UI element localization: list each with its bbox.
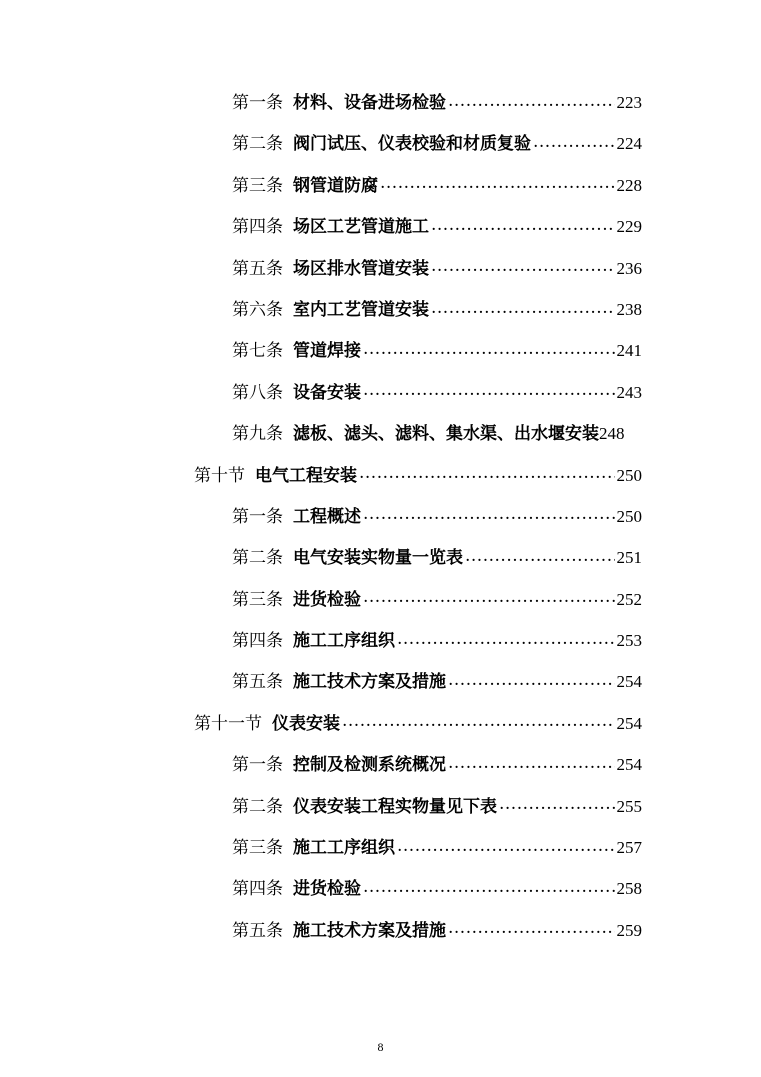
toc-entry-page: 257 [616,838,642,858]
dot-leader [363,339,615,356]
dot-leader [448,919,615,936]
toc-entry-number: 第三条 [232,838,283,859]
toc-entry-page: 241 [616,341,642,361]
toc-entry-title: 进货检验 [293,589,361,610]
toc-entry-page: 236 [616,258,642,278]
toc-entry[interactable] [0,585,642,626]
toc-entry-page: 254 [616,672,642,692]
toc-entry-number: 第四条 [232,217,283,238]
toc-entry-page: 238 [616,299,642,319]
toc-entry[interactable] [0,916,642,957]
toc-entry-title: 电气安装实物量一览表 [293,548,463,569]
toc-entry[interactable] [0,667,642,708]
toc-entry-title: 施工技术方案及措施 [293,920,446,941]
toc-entry-title: 进货检验 [293,879,361,900]
toc-entry-number: 第五条 [232,258,283,279]
toc-entry-title: 电气工程安装 [255,465,357,486]
toc-entry[interactable] [0,750,642,791]
dot-leader [431,257,615,274]
toc-entry-number: 第三条 [232,175,283,196]
dot-leader [380,174,615,191]
dot-leader [342,712,615,729]
dot-leader [363,588,615,605]
toc-entry-number: 第四条 [232,631,283,652]
toc-entry-title: 设备安装 [293,382,361,403]
toc-entry-page: 250 [616,465,642,485]
toc-entry-page: 228 [616,175,642,195]
toc-entry[interactable] [0,129,642,170]
dot-leader [448,670,615,687]
toc-entry[interactable] [0,378,642,419]
toc-entry[interactable] [0,419,642,460]
toc-entry-page: 251 [616,548,642,568]
dot-leader [465,546,615,563]
toc-entry[interactable] [0,502,642,543]
toc-entry-number: 第六条 [232,299,283,320]
toc-entry-title: 管道焊接 [293,341,361,362]
toc-entry[interactable] [0,543,642,584]
dot-leader [448,91,615,108]
toc-section-entry[interactable] [0,709,642,750]
toc-entry-number: 第五条 [232,672,283,693]
toc-entry-title: 室内工艺管道安装 [293,299,429,320]
dot-leader [363,505,615,522]
dot-leader [363,381,615,398]
toc-entry-number: 第一条 [232,506,283,527]
toc-entry[interactable] [0,295,642,336]
toc-entry-number: 第五条 [232,920,283,941]
toc-entry-title: 施工工序组织 [293,838,395,859]
toc-entry[interactable] [0,212,642,253]
toc-entry-page: 254 [616,755,642,775]
toc-entry[interactable] [0,88,642,129]
toc-entry-number: 第九条 [232,424,283,445]
toc-entry-title: 材料、设备进场检验 [293,93,446,113]
dot-leader [448,753,615,770]
dot-leader [359,464,615,481]
dot-leader [397,836,615,853]
toc-entry[interactable] [0,171,642,212]
toc-entry[interactable] [0,336,642,377]
toc-entry-page: 224 [616,134,642,154]
toc-entry-page: 243 [616,382,642,402]
toc-entry-page: 229 [616,217,642,237]
toc-entry[interactable] [0,792,642,833]
toc-entry[interactable] [0,833,642,874]
dot-leader [363,877,615,894]
toc-entry-page: 223 [616,93,642,112]
toc-entry-title: 仪表安装 [272,713,340,734]
toc-entry-title: 钢管道防腐 [293,175,378,196]
toc-entry-title: 施工技术方案及措施 [293,672,446,693]
toc-entry-page: 258 [616,879,642,899]
toc-entry-page: 252 [616,589,642,609]
toc-entry-page: 254 [616,713,642,733]
toc-section-entry[interactable] [0,461,642,502]
toc-entry-title: 场区排水管道安装 [293,258,429,279]
toc-entry-page: 255 [616,796,642,816]
toc-entry[interactable] [0,874,642,915]
dot-leader [533,132,615,149]
toc-entry-title: 阀门试压、仪表校验和材质复验 [293,134,531,155]
toc-entry-page: 253 [616,631,642,651]
dot-leader [499,795,615,812]
toc-entry-page: 248 [599,424,625,444]
table-of-contents [0,88,761,957]
dot-leader [431,215,615,232]
toc-entry-number: 第七条 [232,341,283,362]
toc-entry-page: 250 [616,506,642,526]
dot-leader [397,629,615,646]
toc-entry-number: 第一条 [232,93,283,113]
toc-entry-title: 场区工艺管道施工 [293,217,429,238]
toc-entry-number: 第一条 [232,755,283,776]
toc-entry-title: 工程概述 [293,506,361,527]
toc-entry-number: 第四条 [232,879,283,900]
toc-entry-title: 滤板、滤头、滤料、集水渠、出水堰安装 [293,424,599,445]
toc-entry-number: 第八条 [232,382,283,403]
toc-entry[interactable] [0,626,642,667]
toc-entry-number: 第三条 [232,589,283,610]
toc-entry-page: 259 [616,920,642,940]
toc-entry-number: 第十一节 [194,713,262,734]
toc-entry[interactable] [0,254,642,295]
dot-leader [431,298,615,315]
toc-entry-number: 第二条 [232,796,283,817]
toc-entry-title: 控制及检测系统概况 [293,755,446,776]
toc-entry-number: 第二条 [232,548,283,569]
toc-entry-title: 施工工序组织 [293,631,395,652]
toc-entry-title: 仪表安装工程实物量见下表 [293,796,497,817]
toc-entry-number: 第二条 [232,134,283,155]
page-number: 8 [377,1040,384,1054]
toc-entry-number: 第十节 [194,465,245,486]
